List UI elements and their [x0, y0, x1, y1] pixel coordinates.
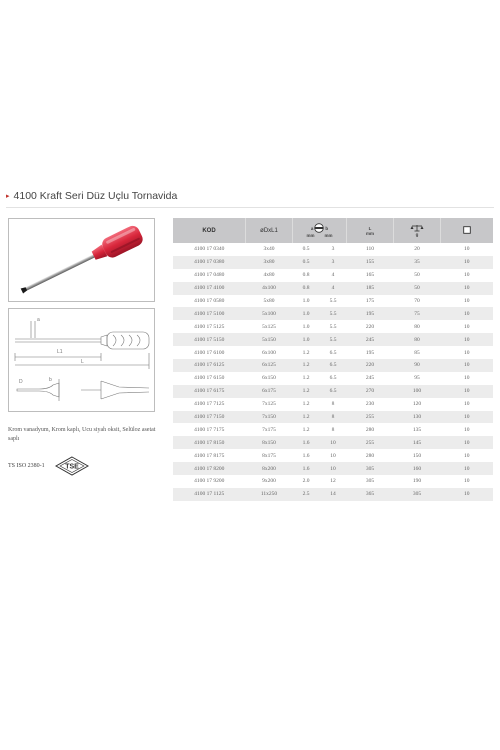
cell-kod: 4100 17 5100 [173, 307, 246, 320]
cell-b: 5.5 [320, 295, 347, 308]
cell-pack: 10 [441, 333, 494, 346]
cell-kod: 4100 17 6175 [173, 385, 246, 398]
cell-size: 6x175 [246, 385, 293, 398]
cell-weight: 130 [394, 411, 441, 424]
cell-b: 6.5 [320, 385, 347, 398]
cell-a: 2.5 [293, 488, 320, 501]
cell-l: 305 [347, 475, 394, 488]
col-kod [173, 218, 246, 243]
cell-a: 1.2 [293, 423, 320, 436]
col-b-unit: mm [324, 233, 333, 238]
cell-weight: 85 [394, 346, 441, 359]
cell-a: 0.8 [293, 269, 320, 282]
cell-weight: 145 [394, 436, 441, 449]
cell-size: 6x150 [246, 372, 293, 385]
cell-a: 1.6 [293, 462, 320, 475]
cell-weight: 50 [394, 269, 441, 282]
cell-weight: 95 [394, 372, 441, 385]
cell-size: 4x100 [246, 282, 293, 295]
cell-size: 6x100 [246, 346, 293, 359]
cell-weight: 75 [394, 307, 441, 320]
cell-pack: 10 [441, 488, 494, 501]
cell-l: 165 [347, 269, 394, 282]
cell-kod: 4100 17 8200 [173, 462, 246, 475]
cell-a: 1.2 [293, 411, 320, 424]
cell-a: 0.5 [293, 243, 320, 256]
col-size-label: øDxL1 [260, 227, 278, 234]
table-row [173, 385, 493, 398]
cell-pack: 10 [441, 269, 494, 282]
cell-kod: 4100 17 7150 [173, 411, 246, 424]
cell-weight: 80 [394, 333, 441, 346]
cell-kod: 4100 17 6150 [173, 372, 246, 385]
cell-pack: 10 [441, 385, 494, 398]
cell-pack: 10 [441, 475, 494, 488]
cell-weight: 150 [394, 449, 441, 462]
table-row [173, 449, 493, 462]
dim-l-label: L [81, 359, 84, 365]
cell-l: 185 [347, 282, 394, 295]
cell-b: 6.5 [320, 372, 347, 385]
screwdriver-image [9, 219, 154, 301]
cell-weight: 20 [394, 243, 441, 256]
cell-size: 8x175 [246, 449, 293, 462]
cell-kod: 4100 17 1125 [173, 488, 246, 501]
cell-pack: 10 [441, 462, 494, 475]
cell-b: 5.5 [320, 307, 347, 320]
cell-l: 155 [347, 256, 394, 269]
cell-b: 10 [320, 449, 347, 462]
cell-size: 5x125 [246, 320, 293, 333]
cell-a: 1.6 [293, 449, 320, 462]
cell-kod: 4100 17 7175 [173, 423, 246, 436]
cell-l: 280 [347, 449, 394, 462]
cell-l: 195 [347, 346, 394, 359]
col-l-label: L [368, 225, 372, 231]
cell-size: 5x100 [246, 307, 293, 320]
cell-a: 2.0 [293, 475, 320, 488]
table-row [173, 269, 493, 282]
cell-b: 8 [320, 411, 347, 424]
cell-pack: 10 [441, 243, 494, 256]
table-row [173, 398, 493, 411]
table-row [173, 256, 493, 269]
cell-weight: 35 [394, 256, 441, 269]
page-title [6, 190, 177, 202]
cell-size: 3x40 [246, 243, 293, 256]
table-row [173, 346, 493, 359]
cell-l: 245 [347, 333, 394, 346]
cell-b: 8 [320, 423, 347, 436]
cell-l: 255 [347, 411, 394, 424]
table-row [173, 475, 493, 488]
cell-a: 1.0 [293, 307, 320, 320]
cell-kod: 4100 17 6100 [173, 346, 246, 359]
cell-size: 7x150 [246, 411, 293, 424]
col-weight [394, 218, 441, 243]
cell-weight: 80 [394, 320, 441, 333]
tse-badge-text: TSE [64, 463, 79, 471]
cell-a: 1.2 [293, 372, 320, 385]
table-row [173, 333, 493, 346]
col-a-unit: mm [306, 233, 315, 238]
col-size [246, 218, 293, 243]
cell-size: 7x175 [246, 423, 293, 436]
cell-kod: 4100 17 0380 [173, 256, 246, 269]
col-pack [441, 218, 494, 243]
table-row [173, 436, 493, 449]
cell-b: 14 [320, 488, 347, 501]
cell-weight: 70 [394, 295, 441, 308]
product-photo [8, 218, 155, 302]
table-row [173, 488, 493, 501]
slot-tip-icon [314, 223, 324, 233]
cell-b: 5.5 [320, 333, 347, 346]
table-row [173, 372, 493, 385]
cell-kod: 4100 17 7125 [173, 398, 246, 411]
cell-b: 4 [320, 269, 347, 282]
cell-l: 220 [347, 359, 394, 372]
cell-size: 11x250 [246, 488, 293, 501]
box-icon [463, 226, 471, 234]
dim-l1-label: L1 [57, 349, 63, 355]
cell-l: 255 [347, 436, 394, 449]
cell-size: 8x150 [246, 436, 293, 449]
cell-weight: 90 [394, 359, 441, 372]
cell-b: 8 [320, 398, 347, 411]
table-row [173, 423, 493, 436]
cell-pack: 10 [441, 436, 494, 449]
cell-pack: 10 [441, 372, 494, 385]
cell-weight: 135 [394, 423, 441, 436]
cell-size: 7x125 [246, 398, 293, 411]
cell-pack: 10 [441, 449, 494, 462]
product-description: Krom vanadyum, Krom kaplı, Ucu siyah oksit, Selüloz asetat saplı [8, 427, 156, 442]
cell-kod: 4100 17 0480 [173, 269, 246, 282]
table-row [173, 320, 493, 333]
col-kod-label: KOD [202, 227, 216, 234]
cell-kod: 4100 17 5125 [173, 320, 246, 333]
col-ab [293, 218, 347, 243]
table-row [173, 359, 493, 372]
cell-weight: 50 [394, 282, 441, 295]
cell-a: 0.5 [293, 256, 320, 269]
cell-kod: 4100 17 6125 [173, 359, 246, 372]
cell-b: 5.5 [320, 320, 347, 333]
cell-kod: 4100 17 0340 [173, 243, 246, 256]
col-a-label: a [310, 225, 314, 231]
cell-a: 1.0 [293, 333, 320, 346]
cell-l: 110 [347, 243, 394, 256]
cell-kod: 4100 17 5150 [173, 333, 246, 346]
standard-row [8, 456, 89, 476]
cell-pack: 10 [441, 295, 494, 308]
cell-size: 6x125 [246, 359, 293, 372]
cell-pack: 10 [441, 282, 494, 295]
cell-b: 10 [320, 436, 347, 449]
cell-weight: 120 [394, 398, 441, 411]
table-row [173, 411, 493, 424]
cell-l: 245 [347, 372, 394, 385]
cell-a: 1.2 [293, 359, 320, 372]
cell-b: 6.5 [320, 359, 347, 372]
cell-pack: 10 [441, 398, 494, 411]
cell-weight: 100 [394, 385, 441, 398]
col-weight-unit: g [415, 232, 419, 237]
cell-size: 4x80 [246, 269, 293, 282]
cell-weight: 190 [394, 475, 441, 488]
cell-size: 5x80 [246, 295, 293, 308]
cell-size: 9x200 [246, 475, 293, 488]
cell-kod: 4100 17 9200 [173, 475, 246, 488]
cell-pack: 10 [441, 320, 494, 333]
cell-l: 270 [347, 385, 394, 398]
cell-pack: 10 [441, 423, 494, 436]
cell-l: 175 [347, 295, 394, 308]
table-row [173, 462, 493, 475]
cell-b: 4 [320, 282, 347, 295]
page-title-text: 4100 Kraft Seri Düz Uçlu Tornavida [13, 190, 178, 202]
cell-l: 220 [347, 320, 394, 333]
cell-pack: 10 [441, 359, 494, 372]
spec-table-body [173, 243, 493, 501]
cell-l: 195 [347, 307, 394, 320]
cell-a: 1.2 [293, 346, 320, 359]
title-divider [6, 207, 494, 208]
dim-a-label: a [37, 317, 40, 323]
cell-b: 6.5 [320, 346, 347, 359]
dim-d-label: D [19, 379, 23, 385]
cell-b: 12 [320, 475, 347, 488]
cell-pack: 10 [441, 307, 494, 320]
col-l-unit: mm [365, 230, 374, 236]
tse-badge-icon [55, 456, 89, 476]
cell-a: 1.2 [293, 385, 320, 398]
cell-kod: 4100 17 0580 [173, 295, 246, 308]
cell-b: 3 [320, 243, 347, 256]
cell-size: 8x200 [246, 462, 293, 475]
table-row [173, 282, 493, 295]
cell-kod: 4100 17 4100 [173, 282, 246, 295]
cell-size: 3x80 [246, 256, 293, 269]
standard-label: TS ISO 2380-1 [8, 463, 45, 469]
col-l [347, 218, 394, 243]
table-row [173, 243, 493, 256]
spec-table [173, 218, 493, 501]
cell-pack: 10 [441, 256, 494, 269]
cell-l: 365 [347, 488, 394, 501]
cell-l: 305 [347, 462, 394, 475]
cell-a: 1.0 [293, 295, 320, 308]
cell-kod: 4100 17 8150 [173, 436, 246, 449]
title-marker-icon: ▸ [6, 193, 10, 200]
cell-a: 1.2 [293, 398, 320, 411]
table-row [173, 295, 493, 308]
cell-a: 1.0 [293, 320, 320, 333]
dim-b-label: b [49, 377, 52, 383]
technical-drawing [8, 308, 155, 412]
table-header-row [173, 218, 493, 243]
cell-pack: 10 [441, 346, 494, 359]
table-row [173, 307, 493, 320]
cell-pack: 10 [441, 411, 494, 424]
cell-b: 3 [320, 256, 347, 269]
cell-a: 0.8 [293, 282, 320, 295]
cell-weight: 160 [394, 462, 441, 475]
cell-size: 5x150 [246, 333, 293, 346]
cell-kod: 4100 17 8175 [173, 449, 246, 462]
cell-weight: 305 [394, 488, 441, 501]
scale-icon [410, 224, 424, 232]
cell-l: 280 [347, 423, 394, 436]
cell-b: 10 [320, 462, 347, 475]
cell-a: 1.6 [293, 436, 320, 449]
col-b-label: b [325, 225, 329, 231]
cell-l: 230 [347, 398, 394, 411]
